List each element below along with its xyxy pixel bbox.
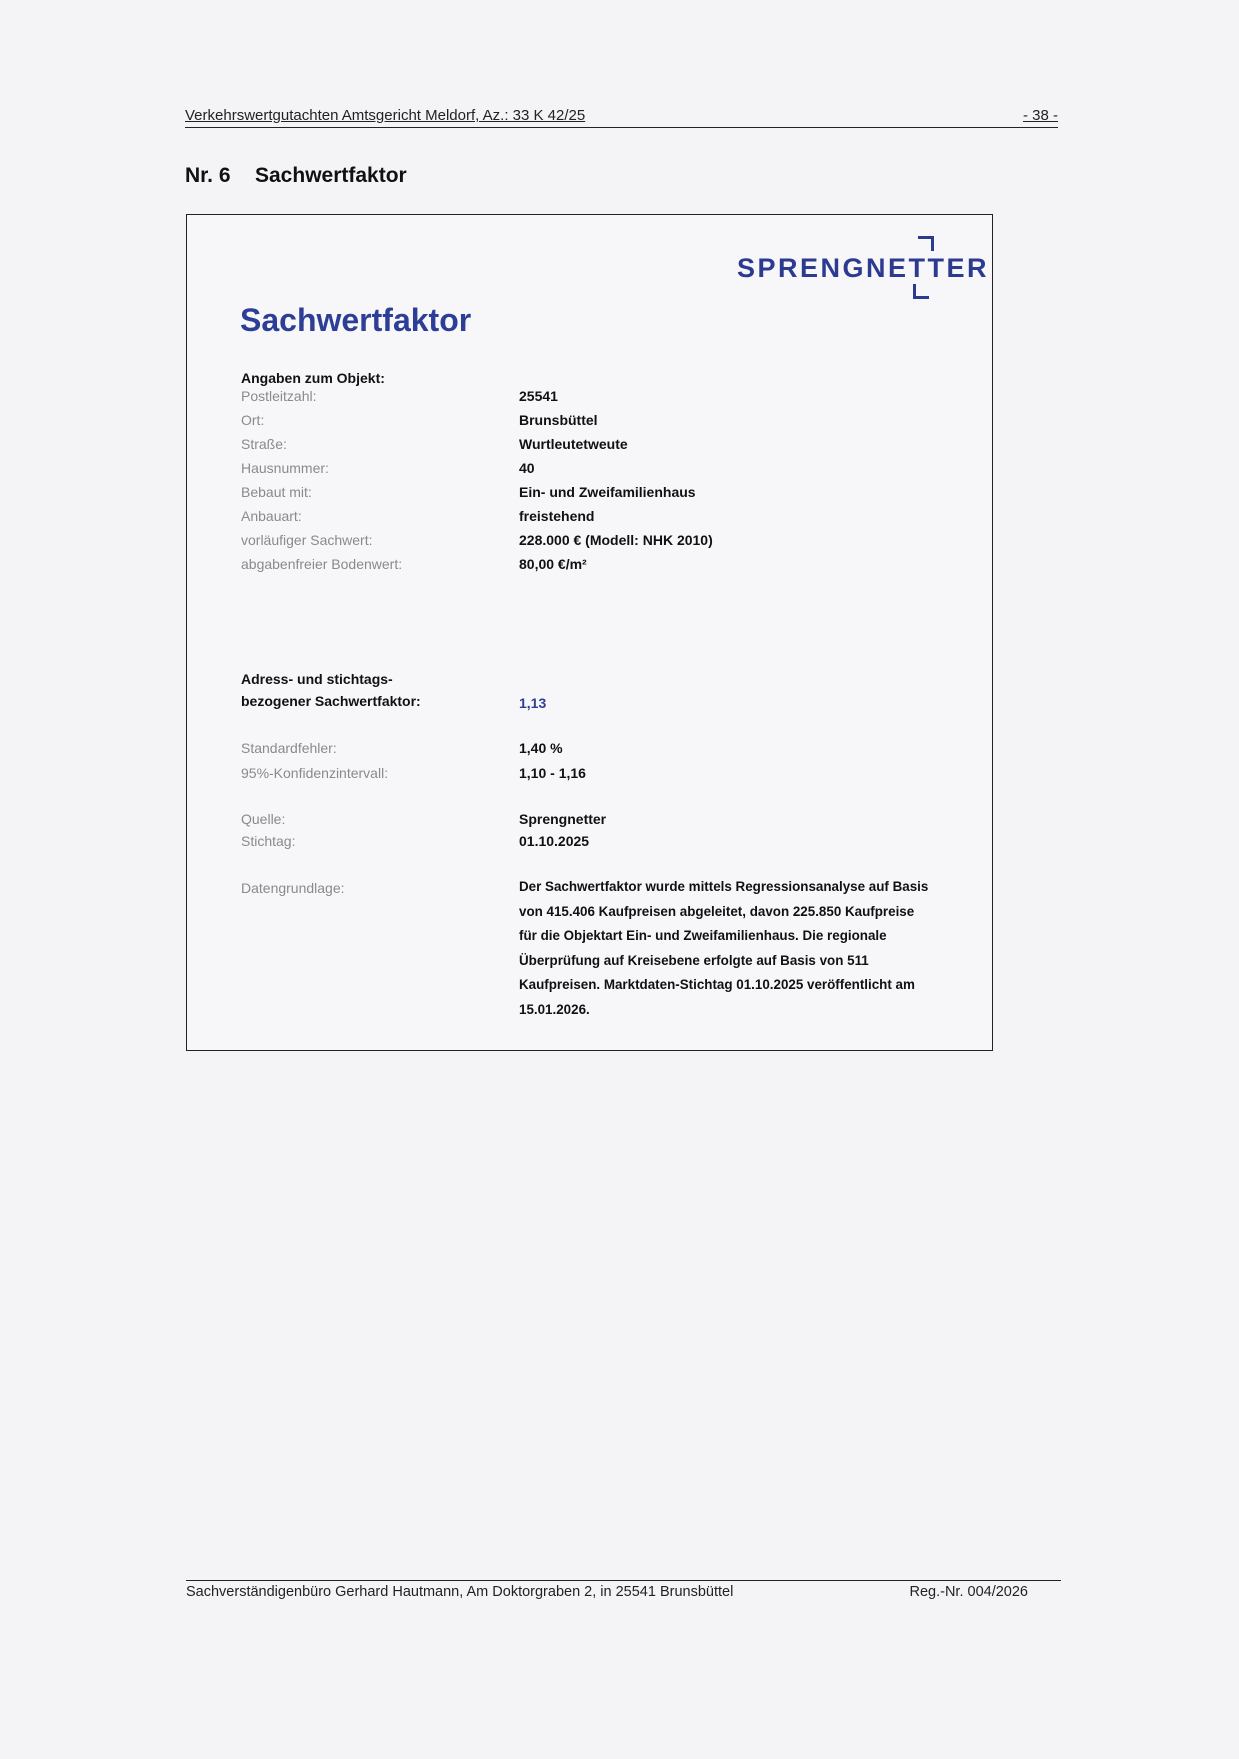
row-label-bebaut-mit: Bebaut mit: (241, 484, 312, 500)
factor-label-line2: bezogener Sachwertfaktor: (241, 693, 421, 709)
row-value-konfidenzintervall: 1,10 - 1,16 (519, 765, 586, 781)
footer-registration: Reg.-Nr. 004/2026 (909, 1584, 1028, 1600)
row-label-anbauart: Anbauart: (241, 508, 302, 524)
section-number: Nr. 6 (185, 164, 231, 187)
row-value-hausnummer: 40 (519, 460, 535, 476)
row-label-stichtag: Stichtag: (241, 833, 296, 849)
row-value-bodenwert: 80,00 €/m² (519, 556, 587, 572)
header-page-number: - 38 - (1022, 107, 1058, 124)
header-document-title: Verkehrswertgutachten Amtsgericht Meldorf, Az.: 33 K 42/25 (185, 107, 586, 124)
row-value-quelle: Sprengnetter (519, 811, 607, 827)
basis-text: Der Sachwertfaktor wurde mittels Regressionsanalyse auf Basis von 415.406 Kaufpreisen abgeleitet, davon 225.850 Kaufpreise für die Objektart Ein- und Zweifamilienhaus. Die regionale Überprüfung auf Kreisebene erfolgte auf Basis von 511 Kaufpreisen. Marktdaten-Stichtag 01.10.2025 veröffentlicht am 15.01.2026. (519, 879, 929, 1017)
row-value-anbauart: freistehend (519, 508, 595, 524)
factor-label-line1: Adress- und stichtags- (241, 671, 393, 687)
page-header (185, 105, 1058, 128)
footer-address: Sachverständigenbüro Gerhard Hautmann, Am Doktorgraben 2, in 25541 Brunsbüttel (186, 1584, 734, 1600)
logo-bracket-top-icon (918, 236, 934, 251)
logo-bracket-bottom-icon (913, 284, 929, 299)
row-value-standardfehler: 1,40 % (519, 740, 563, 756)
row-value-postleitzahl: 25541 (519, 388, 558, 404)
row-value-bebaut-mit: Ein- und Zweifamilienhaus (519, 484, 696, 500)
object-heading: Angaben zum Objekt: (241, 370, 385, 386)
row-label-standardfehler: Standardfehler: (241, 740, 337, 756)
row-value-vorlaeufiger-sachwert: 228.000 € (Modell: NHK 2010) (519, 532, 713, 548)
row-value-stichtag: 01.10.2025 (519, 833, 590, 849)
sprengnetter-logo (737, 226, 990, 304)
row-value-ort: Brunsbüttel (519, 412, 598, 428)
row-label-strasse: Straße: (241, 436, 287, 452)
row-label-postleitzahl: Postleitzahl: (241, 388, 317, 404)
factor-label (241, 668, 421, 712)
page-footer (186, 1580, 1061, 1601)
row-label-konfidenzintervall: 95%-Konfidenzintervall: (241, 765, 389, 781)
factor-value: 1,13 (519, 695, 547, 711)
row-label-vorlaeufiger-sachwert: vorläufiger Sachwert: (241, 532, 373, 548)
row-value-strasse: Wurtleutetweute (519, 436, 628, 452)
row-label-bodenwert: abgabenfreier Bodenwert: (241, 556, 403, 572)
row-label-quelle: Quelle: (241, 811, 286, 827)
section-title-text: Sachwertfaktor (255, 164, 407, 187)
row-label-datengrundlage: Datengrundlage: (241, 880, 345, 896)
section-title (185, 164, 407, 188)
row-label-ort: Ort: (241, 412, 265, 428)
row-label-hausnummer: Hausnummer: (241, 460, 329, 476)
logo-text: SPRENGNETTER (737, 253, 990, 283)
panel-title: Sachwertfaktor (240, 302, 472, 338)
